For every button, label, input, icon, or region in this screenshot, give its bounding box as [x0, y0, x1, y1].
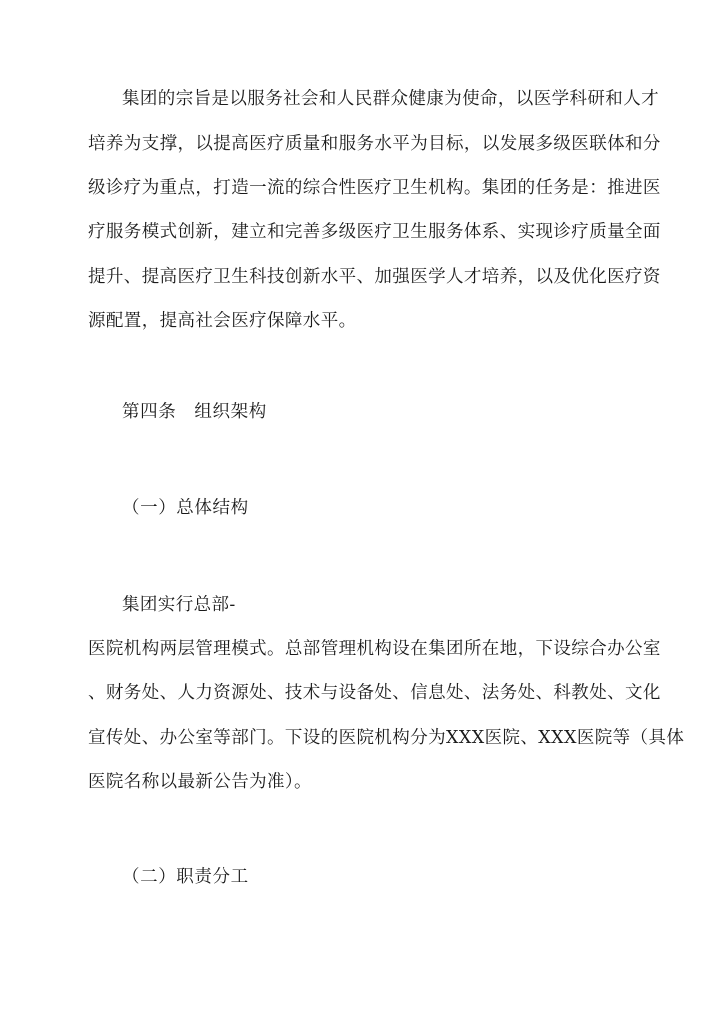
- paragraph-1-line-6: 源配置，提高社会医疗保障水平。: [88, 311, 357, 331]
- section-1-heading: （一）总体结构: [122, 498, 249, 518]
- paragraph-1-line-4: 疗服务模式创新，建立和完善多级医疗卫生服务体系、实现诊疗质量全面: [88, 222, 661, 242]
- paragraph-2-line-1: 集团实行总部-: [122, 595, 236, 615]
- article-heading: 第四条 组织架构: [122, 402, 267, 422]
- paragraph-1-line-5: 提升、提高医疗卫生科技创新水平、加强医学人才培养，以及优化医疗资: [88, 267, 661, 287]
- paragraph-2-line-3: 、财务处、人力资源处、技术与设备处、信息处、法务处、科教处、文化: [88, 683, 661, 703]
- paragraph-1-line-1: 集团的宗旨是以服务社会和人民群众健康为使命，以医学科研和人才: [122, 89, 659, 109]
- paragraph-2-line-2: 医院机构两层管理模式。总部管理机构设在集团所在地，下设综合办公室: [88, 639, 661, 659]
- paragraph-2-line-4: 宣传处、办公室等部门。下设的医院机构分为XXX医院、XXX医院等（具体: [88, 728, 685, 748]
- paragraph-1-line-2: 培养为支撑，以提高医疗质量和服务水平为目标，以发展多级医联体和分: [88, 134, 661, 154]
- paragraph-1-line-3: 级诊疗为重点，打造一流的综合性医疗卫生机构。集团的任务是：推进医: [88, 178, 661, 198]
- section-2-heading: （二）职责分工: [122, 867, 249, 887]
- paragraph-2-line-5: 医院名称以最新公告为准）。: [88, 772, 312, 792]
